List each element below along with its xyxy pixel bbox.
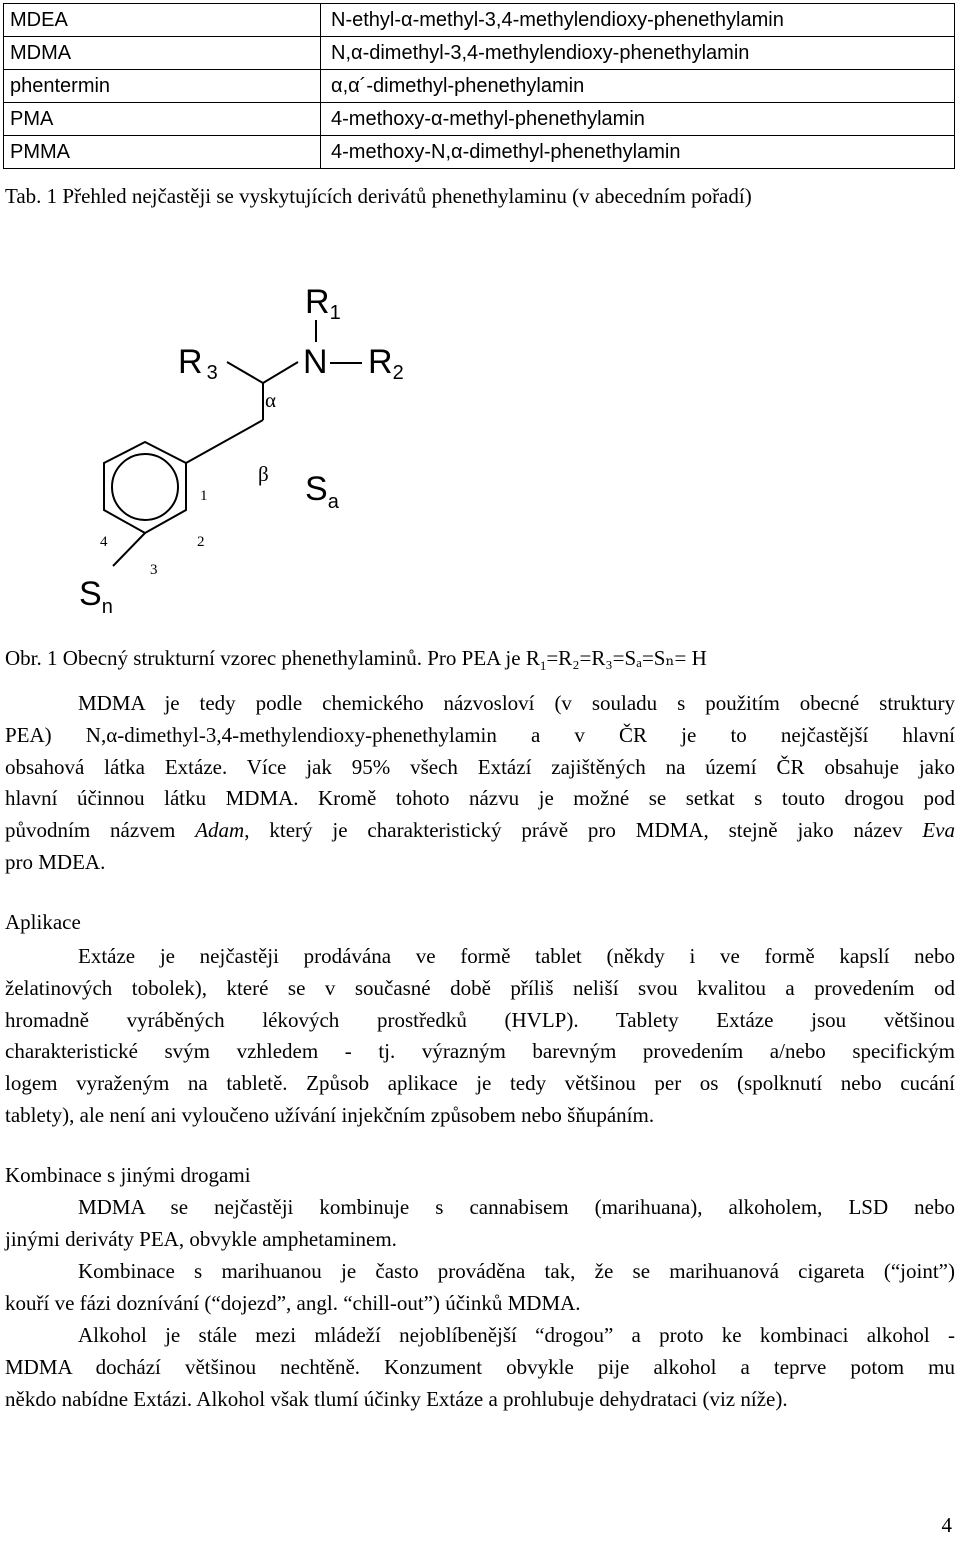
table-cell-abbreviation: PMA — [4, 103, 321, 136]
table-cell-abbreviation: PMMA — [4, 136, 321, 169]
table-cell-abbreviation: MDMA — [4, 37, 321, 70]
n-atom-label: N — [303, 343, 328, 381]
table-cell-chemical-name: N-ethyl-α-methyl-3,4-methylendioxy-phenethylamin — [321, 4, 955, 37]
r3-label: R 3 — [178, 343, 218, 384]
table-row — [4, 4, 955, 37]
text-line: kouří ve fázi doznívání (“dojezd”, angl. “chill-out”) účinků MDMA. — [5, 1290, 581, 1315]
bond-ring-sn — [113, 533, 145, 566]
text-line: MDMA se nejčastěji kombinuje s cannabisem (marihuana), alkoholem, LSD nebo — [78, 1195, 955, 1219]
text-line: pro MDEA. — [5, 849, 106, 874]
paragraph-kombinace-1 — [5, 1192, 955, 1256]
bond-alpha-n — [263, 362, 298, 383]
figure-note: Pro PEA je $R_1=R_2=R_3=S_a=S_n= H$ — [427, 646, 707, 674]
text-line: Alkohol je stále mezi mládeží nejoblíbenější “drogou” a proto ke kombinaci alkohol - — [78, 1323, 955, 1347]
table-row — [4, 136, 955, 169]
table-cell-abbreviation: MDEA — [4, 4, 321, 37]
position-3-label: 3 — [150, 562, 158, 578]
figure-caption — [5, 646, 707, 674]
position-2-label: 2 — [197, 534, 205, 550]
page-number: 4 — [941, 1513, 952, 1537]
table-cell-chemical-name: N,α-dimethyl-3,4-methylendioxy-phenethylamin — [321, 37, 955, 70]
text-line: obsahová látka Extáze. Více jak 95% všech Extází zajištěných na území ČR obsahuje jako — [5, 754, 955, 779]
aromatic-circle — [112, 454, 178, 520]
text-line: jinými deriváty PEA, obvykle amphetaminem. — [5, 1226, 397, 1251]
paragraph-aplikace — [5, 941, 955, 1132]
text-line: tablety), ale není ani vyloučeno užívání injekčním způsobem nebo šňupáním. — [5, 1102, 655, 1127]
r2-label: R2 — [368, 343, 404, 384]
alpha-label: α — [265, 388, 277, 412]
text-line: původním názvem Adam, který je charakteristický právě pro MDMA, stejně jako název Eva — [5, 818, 956, 843]
paragraph-kombinace-2 — [5, 1256, 955, 1320]
table-row — [4, 37, 955, 70]
text-line: MDMA dochází většinou nechtěně. Konzument obvykle pije alkohol a teprve potom mu — [5, 1354, 955, 1379]
text-line: logem vyraženým na tabletě. Způsob aplikace je tedy většinou per os (spolknutí nebo cucání — [5, 1071, 955, 1096]
sa-label: $S_a$ — [305, 470, 339, 513]
paragraph-kombinace-3 — [5, 1320, 955, 1415]
position-4-label: 4 — [100, 534, 108, 550]
table-caption: Tab. 1 Přehled nejčastěji se vyskytujících derivátů phenethylaminu (v abecedním pořadí) — [5, 184, 752, 208]
position-1-label: 1 — [200, 488, 208, 504]
table-cell-chemical-name: 4-methoxy-N,α-dimethyl-phenethylamin — [321, 136, 955, 169]
section-heading-aplikace: Aplikace — [5, 910, 81, 934]
figure-caption-text: Obr. 1 Obecný strukturní vzorec phenethylaminů. — [5, 646, 422, 670]
text-line: hromadně vyráběných lékových prostředků (HVLP). Tablety Extáze jsou většinou — [5, 1007, 955, 1032]
table-cell-abbreviation: phentermin — [4, 70, 321, 103]
text-line: želatinových tobolek), které se v současné době příliš neliší svou kvalitou a provedením od — [5, 975, 955, 1000]
section-heading-kombinace: Kombinace s jinými drogami — [5, 1163, 251, 1187]
bond-alpha-r3 — [227, 362, 263, 383]
text-line: hlavní účinnou látku MDMA. Kromě tohoto názvu je možné se setkat s touto drogou pod — [5, 786, 955, 811]
table-row — [4, 103, 955, 136]
text-line: MDMA je tedy podle chemického názvosloví (v souladu s použitím obecné struktury — [78, 691, 955, 715]
bond-ring-beta — [186, 420, 263, 463]
table-row — [4, 70, 955, 103]
sn-label: $S_n$ — [79, 575, 113, 618]
table-cell-chemical-name: 4-methoxy-α-methyl-phenethylamin — [321, 103, 955, 136]
text-line: Extáze je nejčastěji prodávána ve formě tablet (někdy i ve formě kapslí nebo — [78, 944, 955, 968]
beta-label: β — [258, 462, 269, 486]
text-line: někdo nabídne Extázi. Alkohol však tlumí účinky Extáze a prohlubuje dehydrataci (viz níže). — [5, 1386, 788, 1411]
table-cell-chemical-name: α,α´-dimethyl-phenethylamin — [321, 70, 955, 103]
text-line: charakteristické svým vzhledem - tj. výrazným barevným provedením a/nebo specifickým — [5, 1039, 955, 1064]
text-line: PEA) N,α-dimethyl-3,4-methylendioxy-phenethylamin a v ČR je to nejčastější hlavní — [5, 722, 955, 747]
r1-label: R1 — [305, 283, 341, 324]
phenethylamine-structure-diagram — [0, 270, 960, 630]
text-line: Kombinace s marihuanou je často prováděna tak, že se marihuanová cigareta (“joint”) — [78, 1259, 955, 1283]
derivatives-table — [3, 3, 955, 169]
paragraph-mdma — [5, 688, 955, 879]
